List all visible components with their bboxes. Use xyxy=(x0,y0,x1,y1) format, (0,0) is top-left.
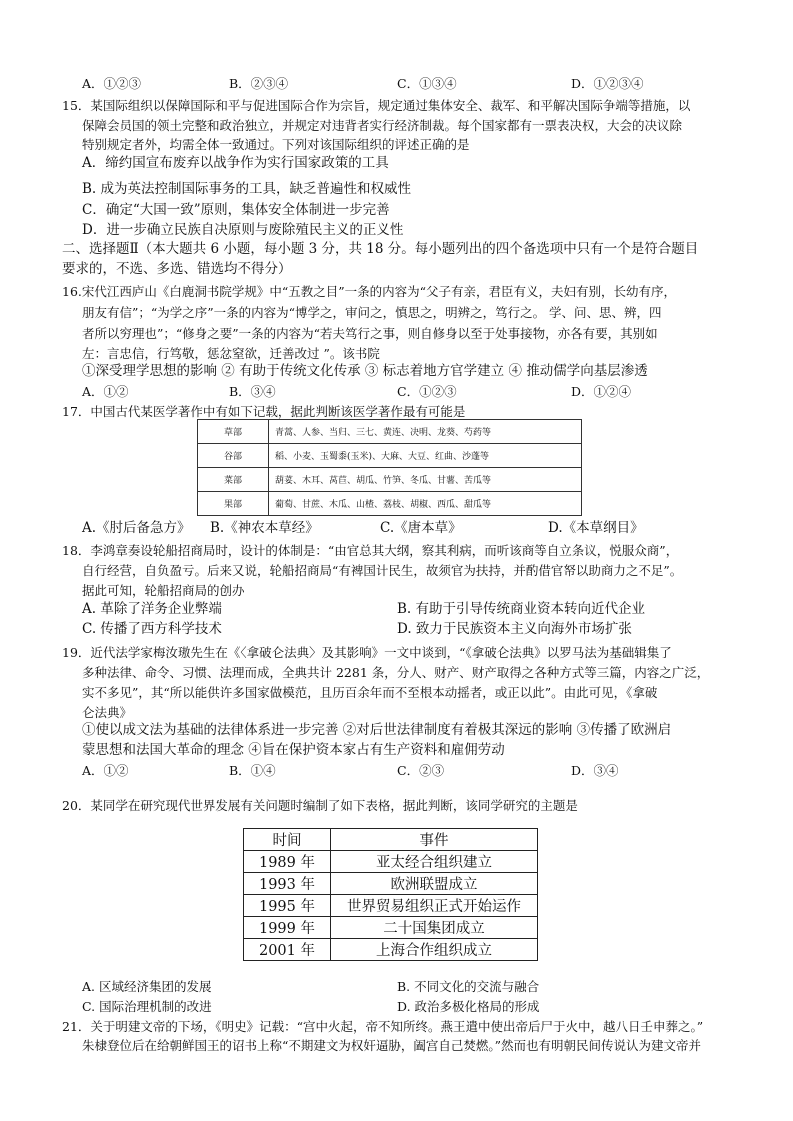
q19-statements-line-2: 蒙思想和法国大革命的理念 ④旨在保护资本家占有生产资料和雇佣劳动 xyxy=(82,742,505,758)
q19-stem-line-2: 多种法律、命令、习惯、法理而成，全典共计 2281 条，分人、财产、财产取得之各种方式等三篇，内容之广泛， xyxy=(82,665,710,680)
q14-option-b: B．②③④ xyxy=(229,76,289,91)
table-cell-content: 葫荽、木耳、莴苣、胡瓜、竹笋、冬瓜、甘薯、苦瓜等 xyxy=(269,468,582,492)
q16-option-d: D．①②④ xyxy=(571,384,632,399)
table-header-row xyxy=(244,829,538,851)
q17-option-a: A.《肘后备急方》 xyxy=(82,520,191,536)
q19-stem-line-3: 实不多见”，其“所以能供许多国家做模范，且历百余年而不至根本动摇者，或正以此”。由此可见，《拿破 xyxy=(82,685,658,700)
section2-heading-line-1: 二、选择题Ⅱ（本大题共 6 小题，每小题 3 分，共 18 分。每小题列出的四个备选项中只有一个是符合题目 xyxy=(62,241,699,257)
table-header-time: 时间 xyxy=(244,829,331,851)
q18-option-c: C. 传播了西方科学技术 xyxy=(82,621,222,637)
q17-herb-table xyxy=(197,419,582,516)
table-row xyxy=(244,939,538,961)
q20-events-table xyxy=(243,828,538,961)
q15-stem-line-1: 15．某国际组织以保障国际和平与促进国际合作为宗旨，规定通过集体安全、裁军、和平解决国际争端等措施，以 xyxy=(62,98,691,113)
q16-option-c: C．①②③ xyxy=(397,384,457,399)
table-cell-year: 2001 年 xyxy=(244,939,331,961)
q19-stem-line-1: 19．近代法学家梅汝璈先生在《〈拿破仑法典〉及其影响》一文中谈到，“《拿破仑法典》以罗马法为基础辑集了 xyxy=(62,645,672,660)
q15-stem-line-3: 特别规定者外，均需全体一致通过。下列对该国际组织的评述正确的是 xyxy=(82,137,470,152)
section2-heading-line-2: 要求的，不选、多选、错选均不得分） xyxy=(62,261,292,277)
q19-option-b: B．①④ xyxy=(229,763,276,778)
q16-option-a: A．①② xyxy=(82,384,129,399)
q17-stem: 17．中国古代某医学著作中有如下记载，据此判断该医学著作最有可能是 xyxy=(62,404,466,419)
q15-stem-line-2: 保障会员国的领土完整和政治独立，并规定对违背者实行经济制裁。每个国家都有一票表决权，大会的决议除 xyxy=(82,118,683,133)
table-cell-year: 1995 年 xyxy=(244,895,331,917)
table-cell-content: 稻、小麦、玉蜀黍(玉米)、大麻、大豆、红曲、沙蓬等 xyxy=(269,444,582,468)
table-row xyxy=(244,873,538,895)
table-cell-content: 青蒿、人参、当归、三七、黄连、决明、龙葵、芍药等 xyxy=(269,420,582,444)
q19-option-d: D．③④ xyxy=(571,763,619,778)
q16-stem-line-2: 朋友有信”；“为学之序”一条的内容为“博学之，审问之，慎思之，明辨之，笃行之。 学、问、思、辨，四 xyxy=(82,305,662,320)
q18-option-d: D. 致力于民族资本主义向海外市场扩张 xyxy=(397,621,632,637)
table-cell-event: 亚太经合组织建立 xyxy=(331,851,538,873)
q14-option-c: C．①③④ xyxy=(397,76,457,91)
table-cell-year: 1993 年 xyxy=(244,873,331,895)
q19-option-c: C．②③ xyxy=(397,763,445,778)
q15-option-a: A．缔约国宣布废弃以战争作为实行国家政策的工具 xyxy=(82,155,389,171)
table-cell-head: 谷部 xyxy=(198,444,269,468)
q17-option-b: B.《神农本草经》 xyxy=(210,520,319,536)
q18-option-b: B. 有助于引导传统商业资本转向近代企业 xyxy=(397,601,646,617)
q20-option-c: C. 国际治理机制的改进 xyxy=(82,999,212,1014)
table-row xyxy=(244,917,538,939)
table-row xyxy=(198,468,582,492)
q20-stem: 20．某同学在研究现代世界发展有关问题时编制了如下表格，据此判断，该同学研究的主题是 xyxy=(62,798,578,813)
table-header-event: 事件 xyxy=(331,829,538,851)
table-cell-year: 1999 年 xyxy=(244,917,331,939)
q20-option-d: D. 政治多极化格局的形成 xyxy=(397,999,540,1014)
q18-option-a: A. 革除了洋务企业弊端 xyxy=(82,601,222,617)
q19-option-a: A．①② xyxy=(82,763,129,778)
table-cell-event: 二十国集团成立 xyxy=(331,917,538,939)
q19-statements-line-1: ①使以成文法为基础的法律体系进一步完善 ②对后世法律制度有着极其深远的影响 ③传播了欧洲启 xyxy=(82,722,672,738)
q17-option-c: C.《唐本草》 xyxy=(380,520,462,536)
q16-statements: ①深受理学思想的影响 ② 有助于传统文化传承 ③ 标志着地方官学建立 ④ 推动儒学向基层渗透 xyxy=(82,363,648,379)
q18-stem-line-1: 18．李鸿章奏设轮船招商局时，设计的体制是：“由官总其大纲，察其利病，而听该商等自立条议，悦服众商”， xyxy=(62,543,679,558)
q21-stem-line-2: 朱棣登位后在给朝鲜国王的诏书上称“不期建文为权奸逼胁，阖宫自己焚燃。”然而也有明朝民间传说认为建文帝并 xyxy=(82,1038,702,1053)
q16-stem-line-1: 16.宋代江西庐山《白鹿洞书院学规》中“五教之目”一条的内容为“父子有亲，君臣有义，夫妇有别，长幼有序， xyxy=(62,284,677,299)
q20-option-a: A. 区域经济集团的发展 xyxy=(82,979,212,994)
table-cell-event: 世界贸易组织正式开始运作 xyxy=(331,895,538,917)
q15-option-c: C．确定“大国一致”原则，集体安全体制进一步完善 xyxy=(82,202,390,218)
table-cell-head: 草部 xyxy=(198,420,269,444)
table-row xyxy=(198,492,582,516)
q14-option-a: A．①②③ xyxy=(82,76,142,91)
q15-option-b: B. 成为英法控制国际事务的工具，缺乏普遍性和权威性 xyxy=(82,181,412,197)
table-row xyxy=(244,895,538,917)
q14-option-d: D．①②③④ xyxy=(571,76,644,91)
table-row xyxy=(198,420,582,444)
q16-option-b: B．③④ xyxy=(229,384,276,399)
q16-stem-line-3: 者所以穷理也”；“修身之要”一条的内容为“若夫笃行之事，则自修身以至于处事接物，亦各有要，其别如 xyxy=(82,326,658,341)
table-cell-head: 果部 xyxy=(198,492,269,516)
q21-stem-line-1: 21．关于明建文帝的下场，《明史》记载：“宫中火起，帝不知所终。燕王遣中使出帝后尸于火中，越八日壬申葬之。” xyxy=(62,1019,704,1034)
table-cell-content: 葡萄、甘蔗、木瓜、山楂、荔枝、胡椒、西瓜、甜瓜等 xyxy=(269,492,582,516)
q18-stem-line-2: 自行经营，自负盈亏。后来又说，轮船招商局“有裨国计民生，故须官为扶持，并酌借官帑以助商力之不足”。 xyxy=(82,563,683,578)
table-cell-event: 欧洲联盟成立 xyxy=(331,873,538,895)
table-cell-year: 1989 年 xyxy=(244,851,331,873)
q16-stem-line-4: 左：言忠信，行笃敬，惩忿窒欲，迁善改过 ”。该书院 xyxy=(82,346,380,361)
q19-stem-line-4: 仑法典》 xyxy=(82,705,133,720)
table-cell-head: 菜部 xyxy=(198,468,269,492)
q15-option-d: D．进一步确立民族自决原则与废除殖民主义的正义性 xyxy=(82,222,404,238)
q17-option-d: D.《本草纲目》 xyxy=(548,520,644,536)
table-cell-event: 上海合作组织成立 xyxy=(331,939,538,961)
q20-option-b: B. 不同文化的交流与融合 xyxy=(397,979,540,994)
q18-stem-line-3: 据此可知，轮船招商局的创办 xyxy=(82,583,245,598)
table-row xyxy=(244,851,538,873)
table-row xyxy=(198,444,582,468)
